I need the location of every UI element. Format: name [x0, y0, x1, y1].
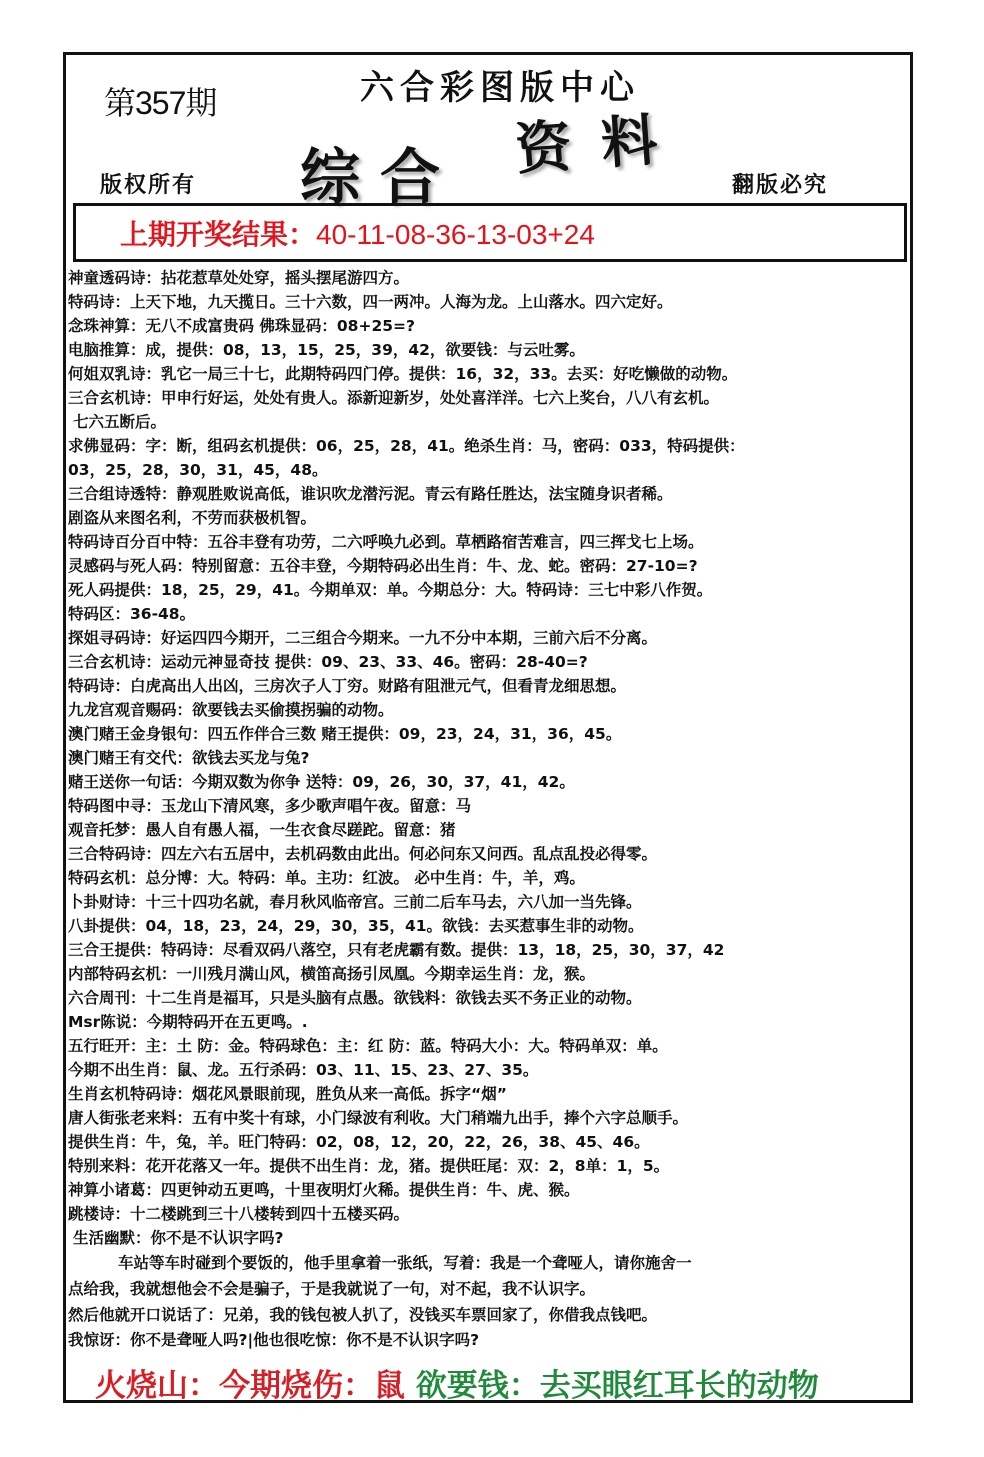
footer-green-text: 欲要钱：去买眼红耳长的动物: [415, 1368, 819, 1404]
text-line: 今期不出生肖：鼠、龙。五行杀码：03、11、15、23、27、35。: [68, 1061, 539, 1079]
publisher-title: 六合彩图版中心: [360, 68, 640, 108]
text-line: 澳门赌王有交代：欲钱去买龙与兔?: [68, 749, 310, 767]
text-line: 生肖玄机特码诗：烟花风景眼前现，胜负从来一高低。拆字“烟”: [68, 1085, 507, 1103]
text-line: 唐人街张老来料：五有中奖十有球，小门绿波有利收。大门稍端九出手，捧个六字总顺手。: [68, 1109, 689, 1127]
text-line: 特码区：36-48。: [68, 605, 196, 623]
text-line: 三合玄机诗：甲申行好运，处处有贵人。添新迎新岁，处处喜洋洋。七六上奖台，八八有玄机。: [68, 389, 720, 407]
text-line: 死人码提供：18，25，29，41。今期单双：单。今期总分：大。特码诗：三七中彩八作贺。: [68, 581, 713, 599]
text-line: 特码图中寻：玉龙山下清风寒，多少歌声唱午夜。留意：马: [68, 797, 472, 815]
text-line: 车站等车时碰到个要饭的，他手里拿着一张纸，写着：我是一个聋哑人，请你施舍一: [118, 1254, 692, 1272]
text-line: 特码诗：上天下地，九天揽日。三十六数，四一两冲。人海为龙。上山落水。四六定好。: [68, 293, 673, 311]
text-line: 七六五断后。: [73, 413, 167, 431]
text-line: 点给我，我就想他会不会是骗子，于是我就说了一句，对不起，我不认识字。: [68, 1280, 596, 1298]
text-line: Msr陈说：今期特码开在五更鸣。.: [68, 1013, 308, 1031]
text-line: 三合玄机诗：运动元神显奇技 提供：09、23、33、46。密码：28-40=?: [68, 653, 588, 671]
text-line: 何姐双乳诗：乳它一局三十七，此期特码四门停。提供：16，32，33。去买：好吃懒做的动物。: [68, 365, 738, 383]
text-line: 提供生肖：牛，兔，羊。旺门特码：02，08，12，20，22，26，38、45、46。: [68, 1133, 650, 1151]
text-line: 求佛显码：字：断，组码玄机提供：06，25，28，41。绝杀生肖：马，密码：033，特码提供：: [68, 437, 745, 455]
text-line: 跳楼诗：十二楼跳到三十八楼转到四十五楼买码。: [68, 1205, 410, 1223]
text-line: 澳门赌王金身银句：四五作伴合三数 赌王提供：09，23，24，31，36，45。: [68, 725, 622, 743]
text-line: 灵感码与死人码：特别留意：五谷丰登，今期特码必出生肖：牛、龙、蛇。密码：27-10=?: [68, 557, 698, 575]
text-line: 探姐寻码诗：好运四四今期开，二三组合今期来。一九不分中本期，三前六后不分离。: [68, 629, 658, 647]
text-line: 特码诗百分百中特：五谷丰登有功劳，二六呼唤九必到。草栖路宿苦难言，四三挥戈七上场。: [68, 533, 704, 551]
last-result: [120, 213, 595, 253]
copyright-right: 翻版必究: [732, 172, 829, 198]
text-line: 神算小诸葛：四更钟动五更鸣，十里夜明灯火稀。提供生肖：牛、虎、猴。: [68, 1181, 580, 1199]
text-line: 剧盗从来图名利，不劳而获极机智。: [68, 509, 317, 527]
main-title-part1: 综合: [300, 143, 460, 213]
text-line: 特别来料：花开花落又一年。提供不出生肖：龙，猪。提供旺尾：双：2，8单：1，5。: [68, 1157, 670, 1175]
text-line: 然后他就开口说话了：兄弟，我的钱包被人扒了，没钱买车票回家了，你借我点钱吧。: [68, 1306, 658, 1324]
text-line: 特码玄机：总分博：大。特码：单。主功：红波。 必中生肖：牛，羊，鸡。: [68, 869, 585, 887]
text-line: 内部特码玄机：一川残月满山风，横笛高扬引凤凰。今期幸运生肖：龙，猴。: [68, 965, 596, 983]
text-line: 三合特码诗：四左六右五居中，去机码数由此出。何必问东又问西。乱点乱投必得零。: [68, 845, 658, 863]
text-line: 五行旺开：主：土 防：金。特码球色：主：红 防：蓝。特码大小：大。特码单双：单。: [68, 1037, 668, 1055]
text-line: 念珠神算：无八不成富贵码 佛珠显码：08+25=?: [68, 317, 416, 335]
result-numbers: 40-11-08-36-13-03+24: [316, 219, 595, 250]
text-line: 电脑推算：成，提供：08，13，15，25，39，42，欲要钱：与云吐雾。: [68, 341, 585, 359]
text-line: 三合王提供：特码诗：尽看双码八落空，只有老虎霸有数。提供：13，18，25，30，37，42: [68, 941, 725, 959]
text-line: 神童透码诗：拈花惹草处处穿，摇头摆尾游四方。: [68, 269, 410, 287]
issue-number: 第357期: [104, 85, 217, 121]
content-lines: [68, 266, 908, 1352]
text-line: 六合周刊：十二生肖是福耳，只是头脑有点愚。欲钱料：欲钱去买不务正业的动物。: [68, 989, 642, 1007]
text-line: 三合组诗透特：静观胜败说高低，谁识吹龙潜污泥。青云有路任胜达，法宝随身识者稀。: [68, 485, 673, 503]
text-line: 赌王送你一句话：今期双数为你争 送特：09，26，30，37，41，42。: [68, 773, 575, 791]
text-line: 特码诗：白虎高出人出凶，三房次子人丁穷。财路有阻泄元气，但看青龙细思想。: [68, 677, 627, 695]
text-line: 我惊讶：你不是聋哑人吗?|他也很吃惊：你不是不认识字吗?: [68, 1331, 480, 1349]
main-title-part2: 资料: [513, 105, 690, 183]
footer-banner: [95, 1360, 819, 1405]
text-line: 生活幽默：你不是不认识字吗?: [73, 1229, 284, 1247]
copyright-left: 版权所有: [100, 172, 197, 198]
text-line: 03，25，28，30，31，45，48。: [68, 461, 328, 479]
footer-red-text: 火烧山：今期烧伤：鼠: [95, 1368, 405, 1404]
text-line: 八卦提供：04，18，23，24，29，30，35，41。欲钱：去买惹事生非的动物。: [68, 917, 644, 935]
result-label: 上期开奖结果：: [120, 219, 317, 250]
text-line: 观音托梦：愚人自有愚人福，一生衣食尽蹉跎。留意：猪: [68, 821, 456, 839]
text-line: 九龙宫观音赐码：欲要钱去买偷摸拐骗的动物。: [68, 701, 394, 719]
text-line: 卜卦财诗：十三十四功名就，春月秋风临帝宫。三前二后车马去，六八加一当先锋。: [68, 893, 642, 911]
